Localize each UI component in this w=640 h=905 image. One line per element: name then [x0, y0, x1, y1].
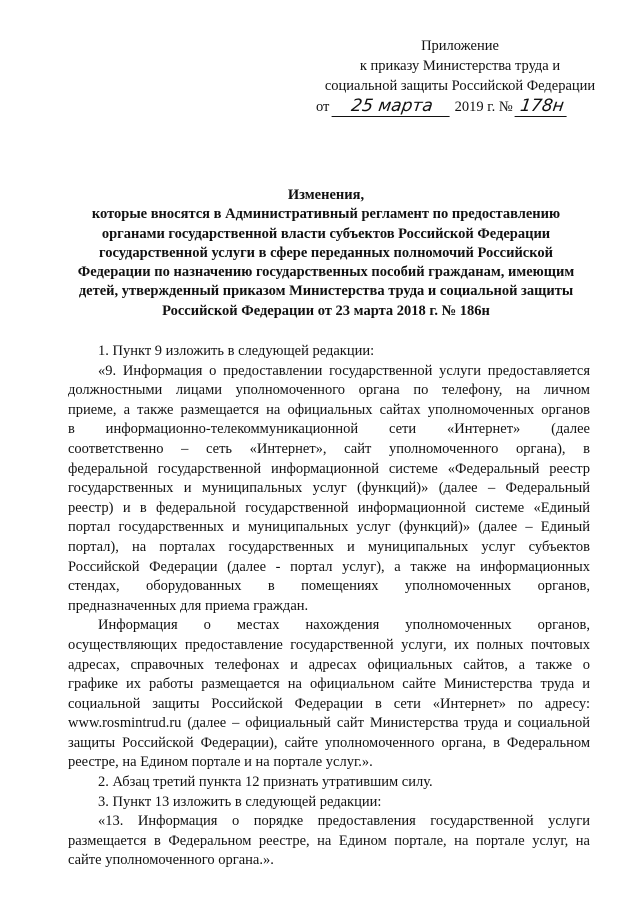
- appendix-header: [300, 36, 620, 96]
- body-line: соответственно – сеть «Интернет», сайт уполномоченного органа), в: [68, 440, 590, 457]
- body-line: размещается в Федеральном реестре, на Едином портале, на портале услуг, на: [68, 832, 590, 849]
- body-line: реестре, на Едином портале и на портале услуг.».: [68, 754, 373, 771]
- body-line: «9. Информация о предоставлении государственной услуги предоставляется: [98, 362, 590, 379]
- year-number-label: 2019 г. №: [454, 99, 513, 115]
- body-line: портал государственных и муниципальных услуг (функций)» (далее – Единый: [68, 519, 590, 536]
- document-body: [68, 342, 590, 871]
- body-line: в информационно-телекоммуникационной сети «Интернет» (далее: [68, 421, 590, 438]
- date-prefix: от: [316, 99, 330, 115]
- body-line: государственных и муниципальных услуг (функций)» (далее – Федеральный: [68, 480, 590, 497]
- body-line: реестр) и в федеральной государственной информационной системе «Единый: [68, 499, 590, 516]
- body-line: сайте уполномоченного органа.».: [68, 852, 274, 869]
- appendix-order-ref: к приказу Министерства труда и: [359, 58, 561, 74]
- body-line: графике их работы размещается на официальном сайте Министерства труда и: [68, 676, 590, 693]
- item-1-heading: 1. Пункт 9 изложить в следующей редакции:: [98, 343, 375, 359]
- body-line: должностными лицами уполномоченного органа по телефону, на личном: [68, 382, 590, 399]
- title-line: Изменения,: [287, 187, 365, 203]
- body-line: приеме, а также размещается на официальных сайтах уполномоченных органов: [68, 401, 590, 418]
- body-line: «13. Информация о порядке предоставления государственной услуги: [98, 813, 590, 830]
- body-line: Информация о местах нахождения уполномоченных органов,: [98, 617, 590, 634]
- item-3-heading: 3. Пункт 13 изложить в следующей редакции:: [98, 793, 382, 810]
- document-title: [52, 186, 600, 321]
- body-line: www.rosmintrud.ru (далее – официальный сайт Министерства труда и социальной: [68, 715, 590, 732]
- handwritten-order-number: 178н: [515, 96, 570, 117]
- title-line: Федерации по назначению государственных пособий гражданам, имеющим: [77, 264, 575, 281]
- body-line: Российской Федерации (далее - портал услуг), а также на информационных: [68, 558, 590, 575]
- handwritten-date: 25 марта: [332, 96, 453, 117]
- body-line: адресах, справочных телефонах и адресах официальных сайтов, а также о: [68, 656, 590, 673]
- title-line: Российской Федерации от 23 марта 2018 г. № 186н: [162, 302, 490, 319]
- body-line: осуществляющих предоставление государственной услуги, их полных почтовых: [68, 636, 590, 653]
- title-line: органами государственной власти субъектов Российской Федерации: [101, 225, 551, 242]
- title-line: которые вносятся в Административный регламент по предоставлению: [91, 206, 561, 223]
- body-line: предназначенных для приема граждан.: [68, 597, 309, 614]
- title-line: детей, утвержденный приказом Министерства труда и социальной защиты: [78, 283, 574, 300]
- item-2: 2. Абзац третий пункта 12 признать утратившим силу.: [98, 774, 433, 791]
- order-date-line: [316, 96, 568, 117]
- appendix-title: Приложение: [421, 38, 499, 54]
- body-line: социальной защиты Российской Федерации в сети «Интернет» по адресу:: [68, 695, 590, 712]
- appendix-ministry: социальной защиты Российской Федерации: [324, 78, 596, 94]
- body-line: портал), на порталах государственных и муниципальных услуг субъектов: [68, 538, 590, 555]
- body-line: защиты Российской Федерации), сайте уполномоченного органа, в Федеральном: [68, 734, 590, 751]
- body-line: стендах, оборудованных в помещениях уполномоченных органов,: [68, 578, 590, 595]
- body-line: федеральной государственной информационной системе «Федеральный реестр: [68, 460, 590, 477]
- title-line: государственной услуги в сфере переданных полномочий Российской: [98, 244, 554, 261]
